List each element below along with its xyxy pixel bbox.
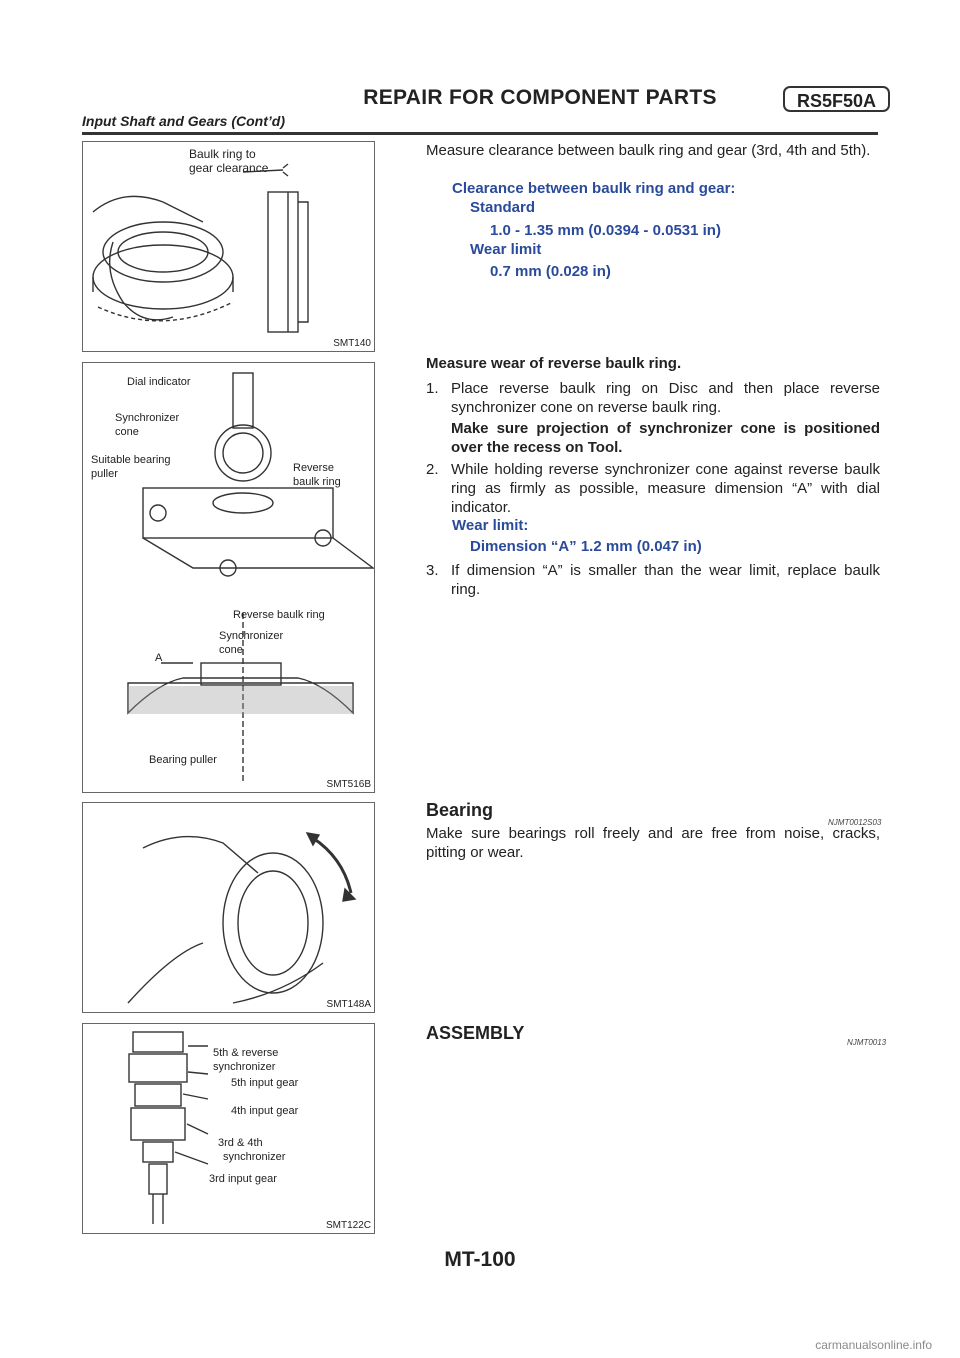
figure-label: Reverse (293, 462, 334, 474)
figure-code: SMT516B (326, 779, 371, 790)
assembly-ref-code: NJMT0013 (847, 1038, 887, 1047)
bearing-text: Make sure bearings roll freely and are free from noise, cracks, pitting or wear. (426, 825, 880, 861)
step-3-text: If dimension “A” is smaller than the wear limit, replace baulk ring. (451, 562, 880, 598)
page-number: MT-100 (444, 1248, 516, 1271)
step-number: 1. (426, 380, 439, 397)
model-badge: RS5F50A (783, 86, 890, 112)
assembly-heading: ASSEMBLY (426, 1023, 525, 1043)
figure-label: Dial indicator (127, 376, 191, 388)
figure-label: Suitable bearing (91, 454, 171, 466)
standard-value: 1.0 - 1.35 mm (0.0394 - 0.0531 in) (490, 222, 721, 239)
bearing-inspection-illustration (83, 803, 374, 1012)
figure-label: A (155, 652, 163, 664)
clearance-spec-title: Clearance between baulk ring and gear: (452, 180, 736, 197)
figure-label: Bearing puller (149, 754, 217, 766)
step-number: 3. (426, 562, 439, 579)
page-title: REPAIR FOR COMPONENT PARTS (363, 86, 717, 109)
figure-label: gear clearance (189, 161, 269, 175)
figure-label: baulk ring (293, 476, 341, 488)
figure-label: 4th input gear (231, 1105, 299, 1117)
watermark: carmanualsonline.info (815, 1338, 932, 1352)
baulk-clearance-intro: Measure clearance between baulk ring and gear (3rd, 4th and 5th). (426, 142, 871, 159)
figure-code: SMT140 (333, 338, 371, 349)
figure-label: Synchronizer (219, 630, 284, 642)
baulk-ring-clearance-illustration (83, 142, 374, 351)
step-1-note: Make sure projection of synchronizer cone is positioned over the recess on Tool. (451, 420, 880, 456)
figure-smt140 (82, 141, 375, 352)
figure-label: cone (115, 426, 139, 438)
reverse-baulk-title: Measure wear of reverse baulk ring. (426, 355, 682, 372)
figure-label: 5th & reverse (213, 1047, 279, 1059)
figure-label: Baulk ring to (189, 147, 256, 161)
step-2-text: While holding reverse synchronizer cone against reverse baulk ring as firmly as possible, measure dimension “A” with dial indicator. (451, 461, 880, 516)
input-shaft-assembly-illustration (83, 1024, 374, 1233)
reverse-wear-limit-label: Wear limit: (452, 517, 529, 534)
figure-smt122c (82, 1023, 375, 1234)
standard-label: Standard (470, 199, 536, 216)
figure-code: SMT122C (325, 1220, 371, 1231)
figure-label: puller (91, 468, 118, 480)
step-number: 2. (426, 461, 439, 478)
figure-smt148a (82, 802, 375, 1013)
figure-label: 3rd input gear (209, 1173, 277, 1185)
figure-label: 5th input gear (231, 1077, 299, 1089)
bearing-ref-code: NJMT0012S03 (828, 818, 882, 827)
wear-limit-label: Wear limit (470, 241, 542, 258)
figure-label: synchronizer (213, 1061, 276, 1073)
figure-code: SMT148A (326, 999, 371, 1010)
header-divider (82, 132, 878, 135)
page-subtitle: Input Shaft and Gears (Cont’d) (82, 113, 285, 129)
wear-limit-value: 0.7 mm (0.028 in) (490, 263, 611, 280)
reverse-wear-limit-value: Dimension “A” 1.2 mm (0.047 in) (470, 538, 702, 555)
step-1-text: Place reverse baulk ring on Disc and then place reverse synchronizer cone on reverse baulk ring. (451, 380, 880, 416)
figure-smt516b (82, 362, 375, 793)
figure-label: Reverse baulk ring (233, 609, 325, 621)
figure-label: cone (219, 644, 243, 656)
figure-label: Synchronizer (115, 412, 180, 424)
bearing-heading: Bearing (426, 800, 494, 820)
reverse-baulk-ring-measurement-illustration (83, 363, 374, 792)
figure-label: synchronizer (223, 1151, 286, 1163)
figure-label: 3rd & 4th (218, 1137, 263, 1149)
